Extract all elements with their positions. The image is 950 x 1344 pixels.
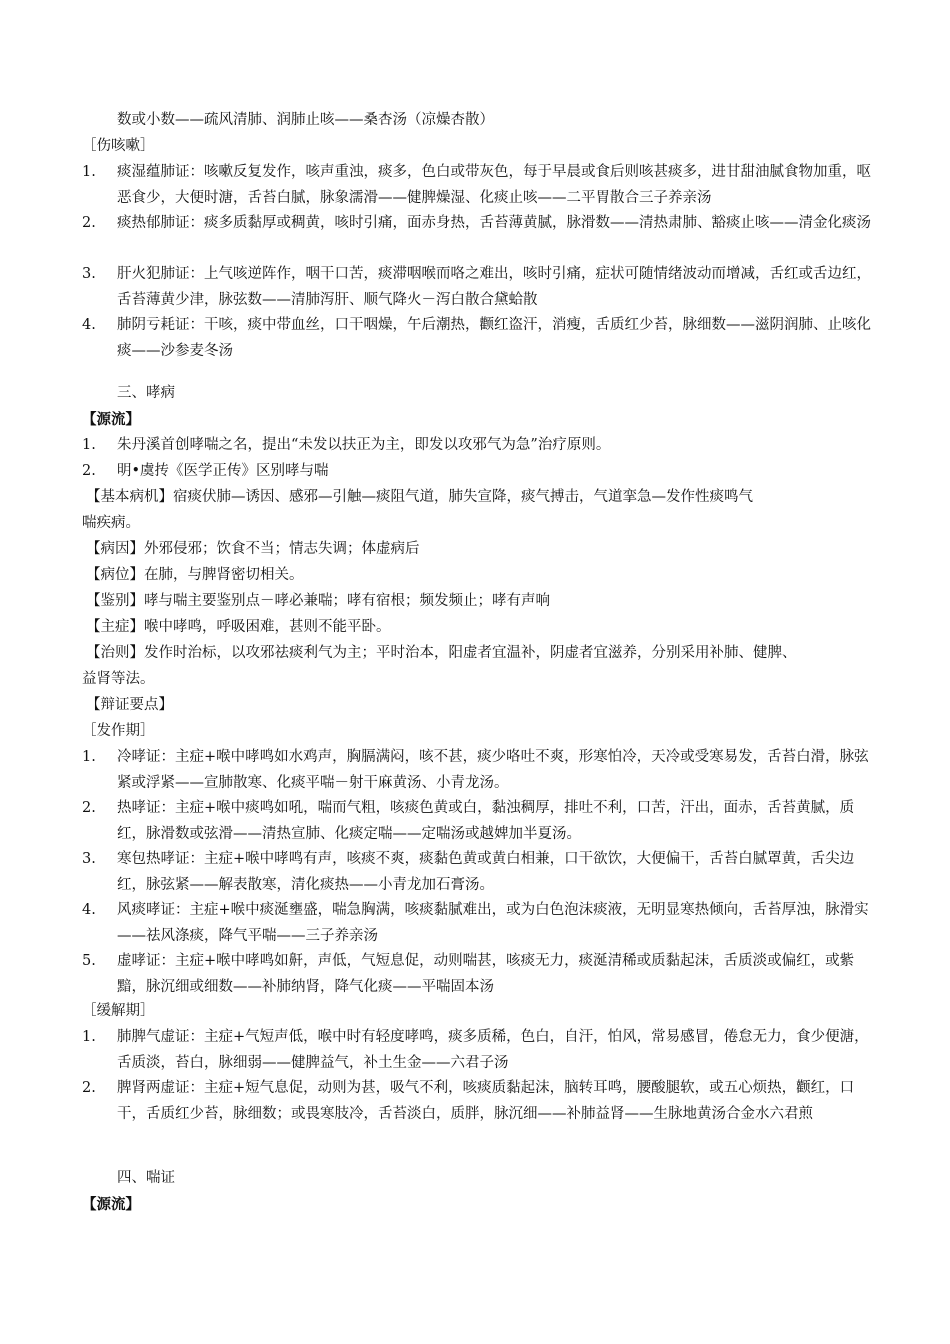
yuanliu-heading: 【源流】 <box>82 411 140 428</box>
item-text: 寒包热哮证：主症+喉中哮鸣有声，咳痰不爽，痰黏色黄或黄白相兼，口干欲饮，大便偏干，舌苔白腻罩黄，舌尖边红，脉弦紧——解表散寒，清化痰热——小青龙加石膏汤。 <box>117 851 855 893</box>
bingyin-line: 【病因】外邪侵邪；饮食不当；情志失调；体虚病后 <box>86 541 420 557</box>
item-text: 痰热郁肺证：痰多质黏厚或稠黄，咳时引痛，面赤身热，舌苔薄黄腻，脉滑数——清热肃肺、豁痰止咳——清金化痰汤 <box>117 215 871 231</box>
list-item <box>82 1025 882 1076</box>
list-item <box>82 459 882 485</box>
item-text: 明•虞抟《医学正传》区别哮与喘 <box>117 463 329 479</box>
shangkesou-heading: ［伤咳嗽］ <box>82 138 155 154</box>
item-text: 痰湿蕴肺证：咳嗽反复发作，咳声重浊，痰多，色白或带灰色，每于早晨或食后则咳甚痰多，进甘甜油腻食物加重，呕恶食少，大便时溏，舌苔白腻，脉象濡滑——健脾燥湿、化痰止咳——二平胃散合三子养亲汤 <box>117 164 871 206</box>
zhuzheng-line: 【主症】喉中哮鸣，呼吸困难，甚则不能平卧。 <box>86 619 391 635</box>
item-text: 肺阴亏耗证：干咳，痰中带血丝，口干咽燥，午后潮热，颧红盗汗，消瘦，舌质红少苔，脉细数——滋阴润肺、止咳化痰——沙参麦冬汤 <box>117 317 871 359</box>
list-item <box>82 949 882 1000</box>
intro-line: 数或小数——疏风清肺、润肺止咳——桑杏汤（凉燥杏散） <box>117 112 494 128</box>
section-title-chuanzheng: 四、喘证 <box>117 1170 175 1186</box>
list-item <box>82 847 882 898</box>
item-text: 风痰哮证：主症+喉中痰涎壅盛，喘急胸满，咳痰黏腻难出，或为白色泡沫痰液，无明显寒热倾向，舌苔厚浊，脉滑实——祛风涤痰，降气平喘——三子养亲汤 <box>117 902 869 944</box>
item-number: 1. <box>82 164 96 180</box>
item-number: 2. <box>82 463 96 479</box>
fazuoqi-heading: ［发作期］ <box>82 723 155 739</box>
list-item <box>82 1076 882 1127</box>
item-number: 5. <box>82 953 96 969</box>
jianbie-line: 【鉴别】哮与喘主要鉴别点－哮必兼喘；哮有宿根；频发频止；哮有声响 <box>86 593 550 609</box>
item-text: 朱丹溪首创哮喘之名，提出“未发以扶正为主，即发以攻邪气为急”治疗原则。 <box>117 437 611 453</box>
item-number: 2. <box>82 215 96 231</box>
item-text: 虚哮证：主症+喉中哮鸣如鼾，声低，气短息促，动则喘甚，咳痰无力，痰涎清稀或质黏起沫，舌质淡或偏红，或紫黯，脉沉细或细数——补肺纳肾，降气化痰——平喘固本汤 <box>117 953 855 995</box>
item-text: 热哮证：主症+喉中痰鸣如吼，喘而气粗，咳痰色黄或白，黏浊稠厚，排吐不利，口苦，汗出，面赤，舌苔黄腻，质红，脉滑数或弦滑——清热宣肺、化痰定喘——定喘汤或越婢加半夏汤。 <box>117 800 855 842</box>
list-item <box>82 160 882 211</box>
list-item <box>82 898 882 949</box>
item-number: 2. <box>82 800 96 816</box>
list-item <box>82 796 882 847</box>
item-number: 2. <box>82 1080 96 1096</box>
item-number: 4. <box>82 317 96 333</box>
item-text: 肝火犯肺证：上气咳逆阵作，咽干口苦，痰滞咽喉而咯之难出，咳时引痛，症状可随情绪波动而增减，舌红或舌边红，舌苔薄黄少津，脉弦数——清肺泻肝、顺气降火－泻白散合黛蛤散 <box>117 266 871 308</box>
item-number: 1. <box>82 437 96 453</box>
item-text: 肺脾气虚证：主症+气短声低，喉中时有轻度哮鸣，痰多质稀，色白，自汗，怕风，常易感冒，倦怠无力，食少便溏，舌质淡，苔白，脉细弱——健脾益气，补土生金——六君子汤 <box>117 1029 869 1071</box>
yuanliu-heading-2: 【源流】 <box>82 1196 140 1213</box>
item-number: 1. <box>82 749 96 765</box>
item-number: 3. <box>82 851 96 867</box>
item-text: 脾肾两虚证：主症+短气息促，动则为甚，吸气不利，咳痰质黏起沫，脑转耳鸣，腰酸腿软，或五心烦热，颧红，口干，舌质红少苔，脉细数；或畏寒肢冷，舌苔淡白，质胖，脉沉细——补肺益肾——生脉地黄汤合金水六君煎 <box>117 1080 855 1122</box>
bingwei-line: 【病位】在肺，与脾肾密切相关。 <box>86 567 304 583</box>
zhize-continuation: 益肾等法。 <box>82 671 155 687</box>
item-number: 1. <box>82 1029 96 1045</box>
list-item <box>82 433 882 459</box>
section-title-xiaobing: 三、哮病 <box>117 385 175 401</box>
list-item <box>82 313 882 364</box>
list-item <box>82 262 882 313</box>
huanjieqi-heading: ［缓解期］ <box>82 1003 155 1019</box>
zhize-line: 【治则】发作时治标，以攻邪祛痰利气为主；平时治本，阳虚者宜温补，阴虚者宜滋养，分别采用补肺、健脾、 <box>86 645 797 661</box>
item-number: 3. <box>82 266 96 282</box>
jiben-bingji-continuation: 喘疾病。 <box>82 515 140 531</box>
list-item <box>82 745 882 796</box>
list-item <box>82 211 882 237</box>
item-number: 4. <box>82 902 96 918</box>
item-text: 冷哮证：主症+喉中哮鸣如水鸡声，胸膈满闷，咳不甚，痰少咯吐不爽，形寒怕冷，天冷或受寒易发，舌苔白滑，脉弦紧或浮紧——宣肺散寒、化痰平喘－射干麻黄汤、小青龙汤。 <box>117 749 869 791</box>
jiben-bingji-line: 【基本病机】宿痰伏肺—诱因、感邪—引触—痰阻气道，肺失宣降，痰气搏击，气道挛急—发作性痰鸣气 <box>86 489 753 505</box>
bianzheng-heading: 【辩证要点】 <box>86 697 173 713</box>
